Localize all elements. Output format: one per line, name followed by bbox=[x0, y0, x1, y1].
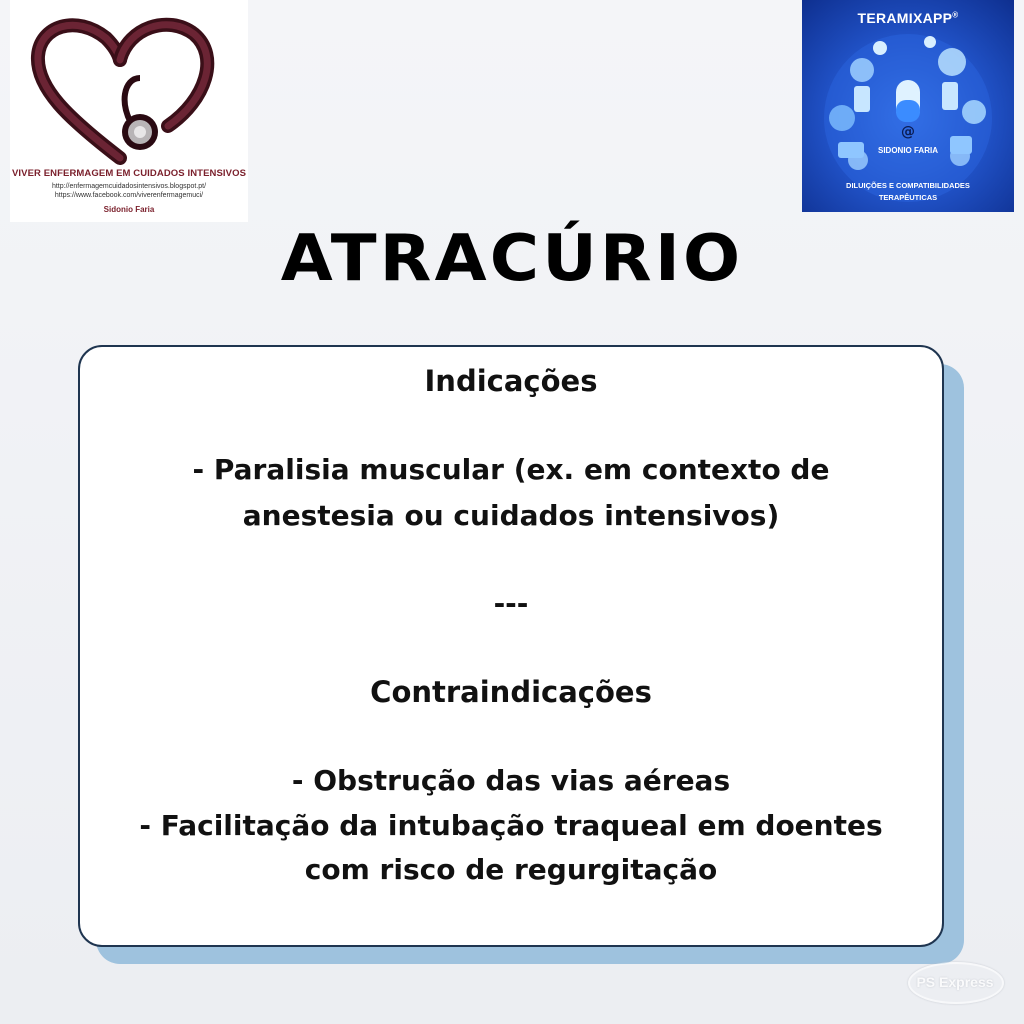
teramixapp-title: TERAMIXAPP® bbox=[857, 10, 959, 26]
teramixapp-author: SIDONIO FARIA bbox=[877, 146, 938, 155]
teramixapp-subtitle-1: DILUIÇÕES E COMPATIBILIDADES bbox=[846, 181, 970, 190]
section-separator: --- bbox=[493, 587, 529, 620]
logo-left-author: Sidonio Faria bbox=[103, 205, 155, 214]
at-icon: @ bbox=[901, 124, 915, 140]
ps-express-watermark bbox=[900, 960, 1010, 1004]
logo-left-title: VIVER ENFERMAGEM EM CUIDADOS INTENSIVOS bbox=[11, 168, 247, 179]
contraindication-item-2-line-1: - Facilitação da intubação traqueal em doentes bbox=[139, 809, 883, 842]
watermark-text: PS Express bbox=[916, 974, 994, 990]
indications-text-1: - Paralisia muscular (ex. em contexto de bbox=[192, 453, 830, 486]
indications-heading: Indicações bbox=[424, 364, 598, 398]
info-card bbox=[78, 345, 944, 947]
facebook-url: https://www.facebook.com/viverenfermagemuci/ bbox=[54, 192, 204, 199]
contraindication-item-1: - Obstrução das vias aéreas bbox=[291, 764, 731, 797]
registered-mark: ® bbox=[952, 10, 959, 20]
watermark-ring bbox=[908, 962, 1004, 1004]
teramixapp-subtitle-2: TERAPÊUTICAS bbox=[878, 193, 938, 202]
viver-enfermagem-logo bbox=[10, 0, 248, 222]
indications-text-2: anestesia ou cuidados intensivos) bbox=[242, 499, 780, 532]
contraindications-heading: Contraindicações bbox=[370, 675, 652, 709]
page-title: ATRACÚRIO bbox=[280, 222, 744, 296]
contraindication-item-2-line-2: com risco de regurgitação bbox=[304, 853, 718, 886]
teramixapp-logo bbox=[802, 0, 1014, 212]
stethoscope-heart-icon bbox=[28, 8, 228, 168]
blog-url: http://enfermagemcuidadosintensivos.blogspot.pt/ bbox=[51, 183, 207, 190]
